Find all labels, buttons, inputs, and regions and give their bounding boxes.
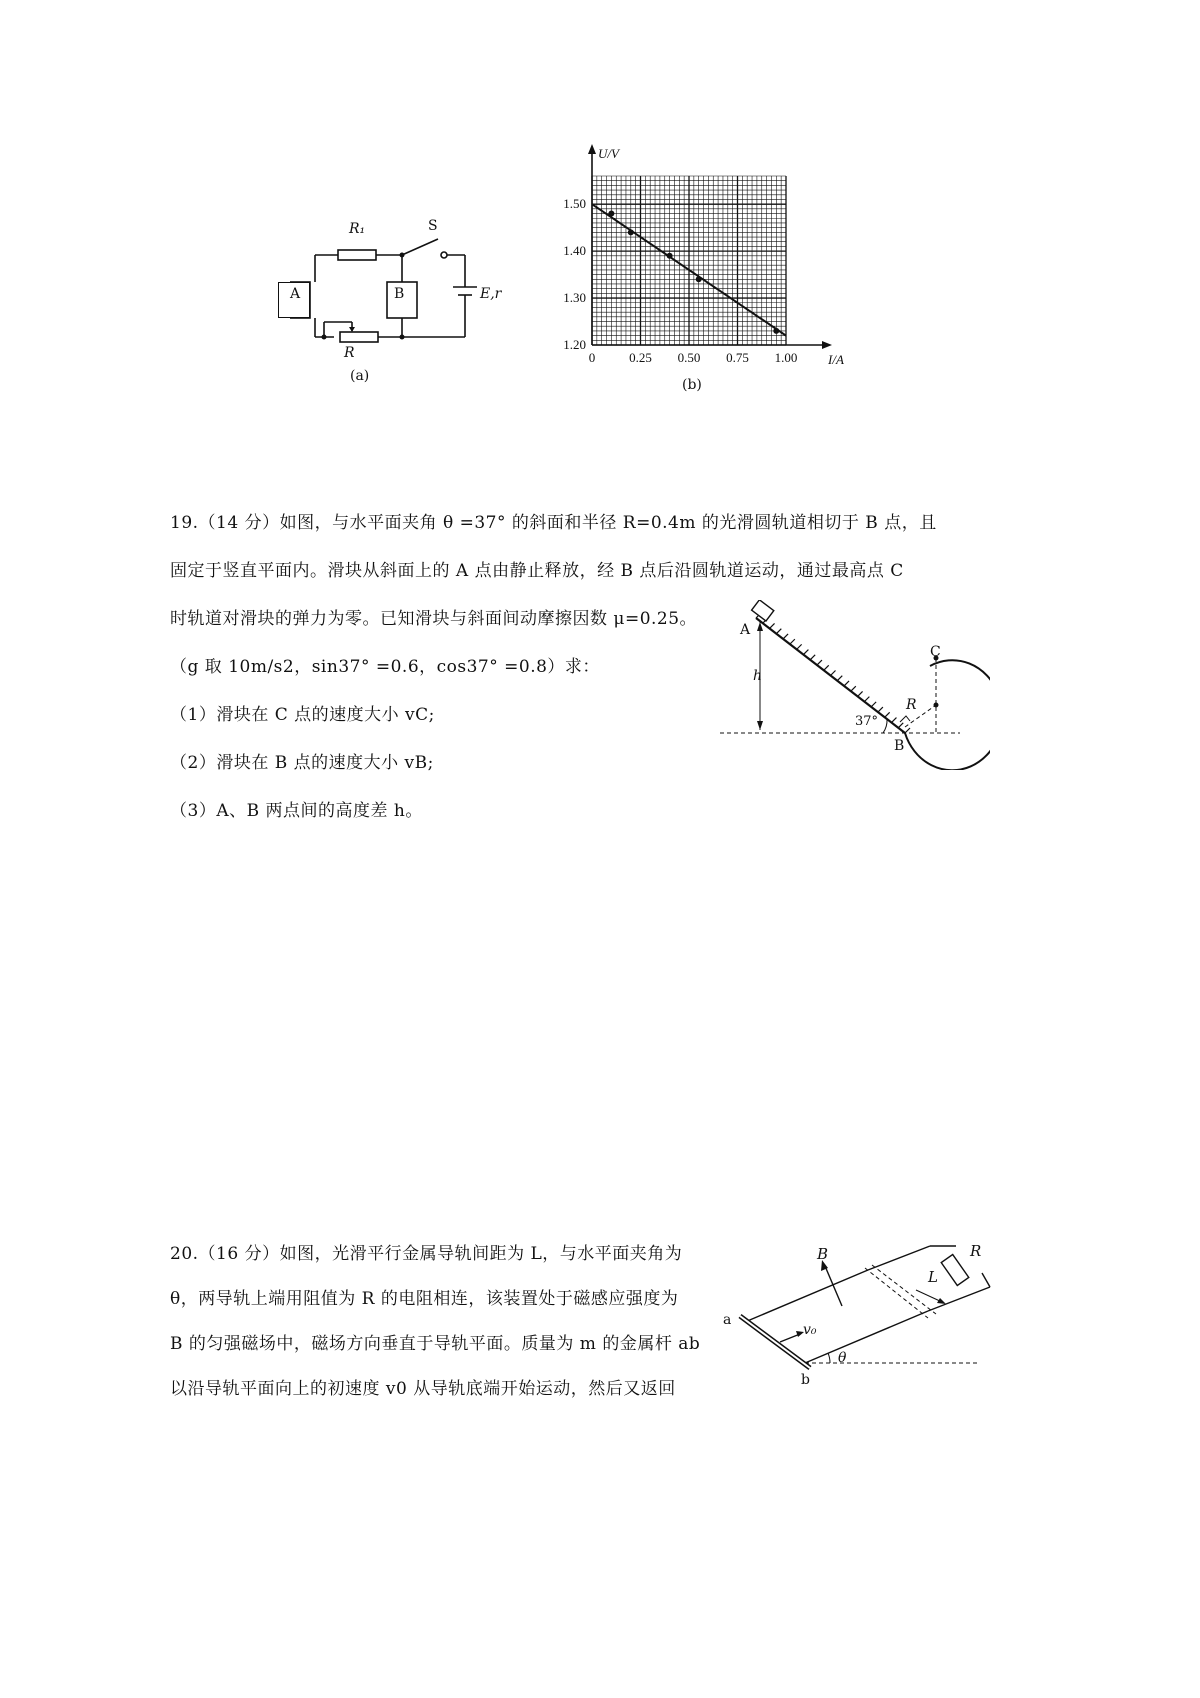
label-component-a: A [290,286,301,302]
x-axis-label: I/A [828,352,844,367]
q20-line4: 以沿导轨平面向上的初速度 v0 从导轨底端开始运动，然后又返回 [170,1379,676,1399]
q19-line2: 固定于竖直平面内。滑块从斜面上的 A 点由静止释放，经 B 点后沿圆轨道运动，通过最高点 C [170,561,904,581]
data-point [667,253,673,259]
fig20-label-b-field: B [817,1245,829,1263]
y-tick-label: 1.30 [563,290,586,306]
x-tick-label: 0.75 [726,350,749,365]
inclined-rails-diagram [720,1238,1010,1388]
label-component-b: B [394,286,405,302]
fig19-label-angle: 37° [855,714,879,729]
q19-line3: 时轨道对滑块的弹力为零。已知滑块与斜面间动摩擦因数 μ=0.25。 [170,609,698,629]
x-tick-label: 0.50 [677,350,701,365]
fig19-label-h: h [753,668,763,684]
y-axis-label: U/V [598,146,619,161]
q19-line5: （1）滑块在 C 点的速度大小 vC; [170,705,435,725]
fig19-label-a: A [740,622,751,638]
fig19-label-b: B [894,738,905,754]
label-switch-s: S [428,218,438,234]
fig20-label-a: a [723,1312,732,1328]
q20-line1: 20.（16 分）如图，光滑平行金属导轨间距为 L，与水平面夹角为 [170,1244,683,1264]
fig20-label-theta: θ [838,1350,847,1366]
y-tick-label: 1.20 [563,337,586,352]
fig20-label-l: L [928,1268,938,1286]
data-point [696,276,702,282]
q19-line7: （3）A、B 两点间的高度差 h。 [170,801,423,821]
data-point [773,328,779,334]
x-tick-label: 1.00 [774,350,798,365]
data-point [628,229,634,235]
label-resistor-r1: R₁ [349,221,366,237]
y-tick-label: 1.50 [563,196,586,212]
fig20-label-v0: v₀ [803,1322,817,1338]
y-tick-label: 1.40 [563,243,586,259]
x-tick-label: 0 [588,350,596,365]
fig19-label-r: R [906,697,917,713]
fig19-label-c: C [930,644,941,660]
q19-line6: （2）滑块在 B 点的速度大小 vB; [170,753,434,773]
label-rheostat-r: R [344,345,355,361]
caption-a: (a) [350,368,370,384]
y-axis-arrow [588,144,596,154]
fig20-label-r: R [970,1242,982,1260]
incline-loop-diagram [720,600,990,770]
u-i-chart [550,140,850,400]
caption-b: (b) [682,377,702,393]
fig20-label-b: b [801,1372,810,1388]
x-axis-arrow [822,341,832,349]
label-battery-er: E,r [480,286,502,302]
q20-line3: B 的匀强磁场中，磁场方向垂直于导轨平面。质量为 m 的金属杆 ab [170,1334,701,1354]
q19-line4: （g 取 10m/s2，sin37° =0.6，cos37° =0.8）求： [170,657,600,677]
data-point [608,211,614,217]
q19-line1: 19.（14 分）如图，与水平面夹角 θ =37° 的斜面和半径 R=0.4m 的光滑圆轨道相切于 B 点，且 [170,513,937,533]
q20-line2: θ，两导轨上端用阻值为 R 的电阻相连，该装置处于磁感应强度为 [170,1289,679,1309]
x-tick-label: 0.25 [629,350,652,365]
